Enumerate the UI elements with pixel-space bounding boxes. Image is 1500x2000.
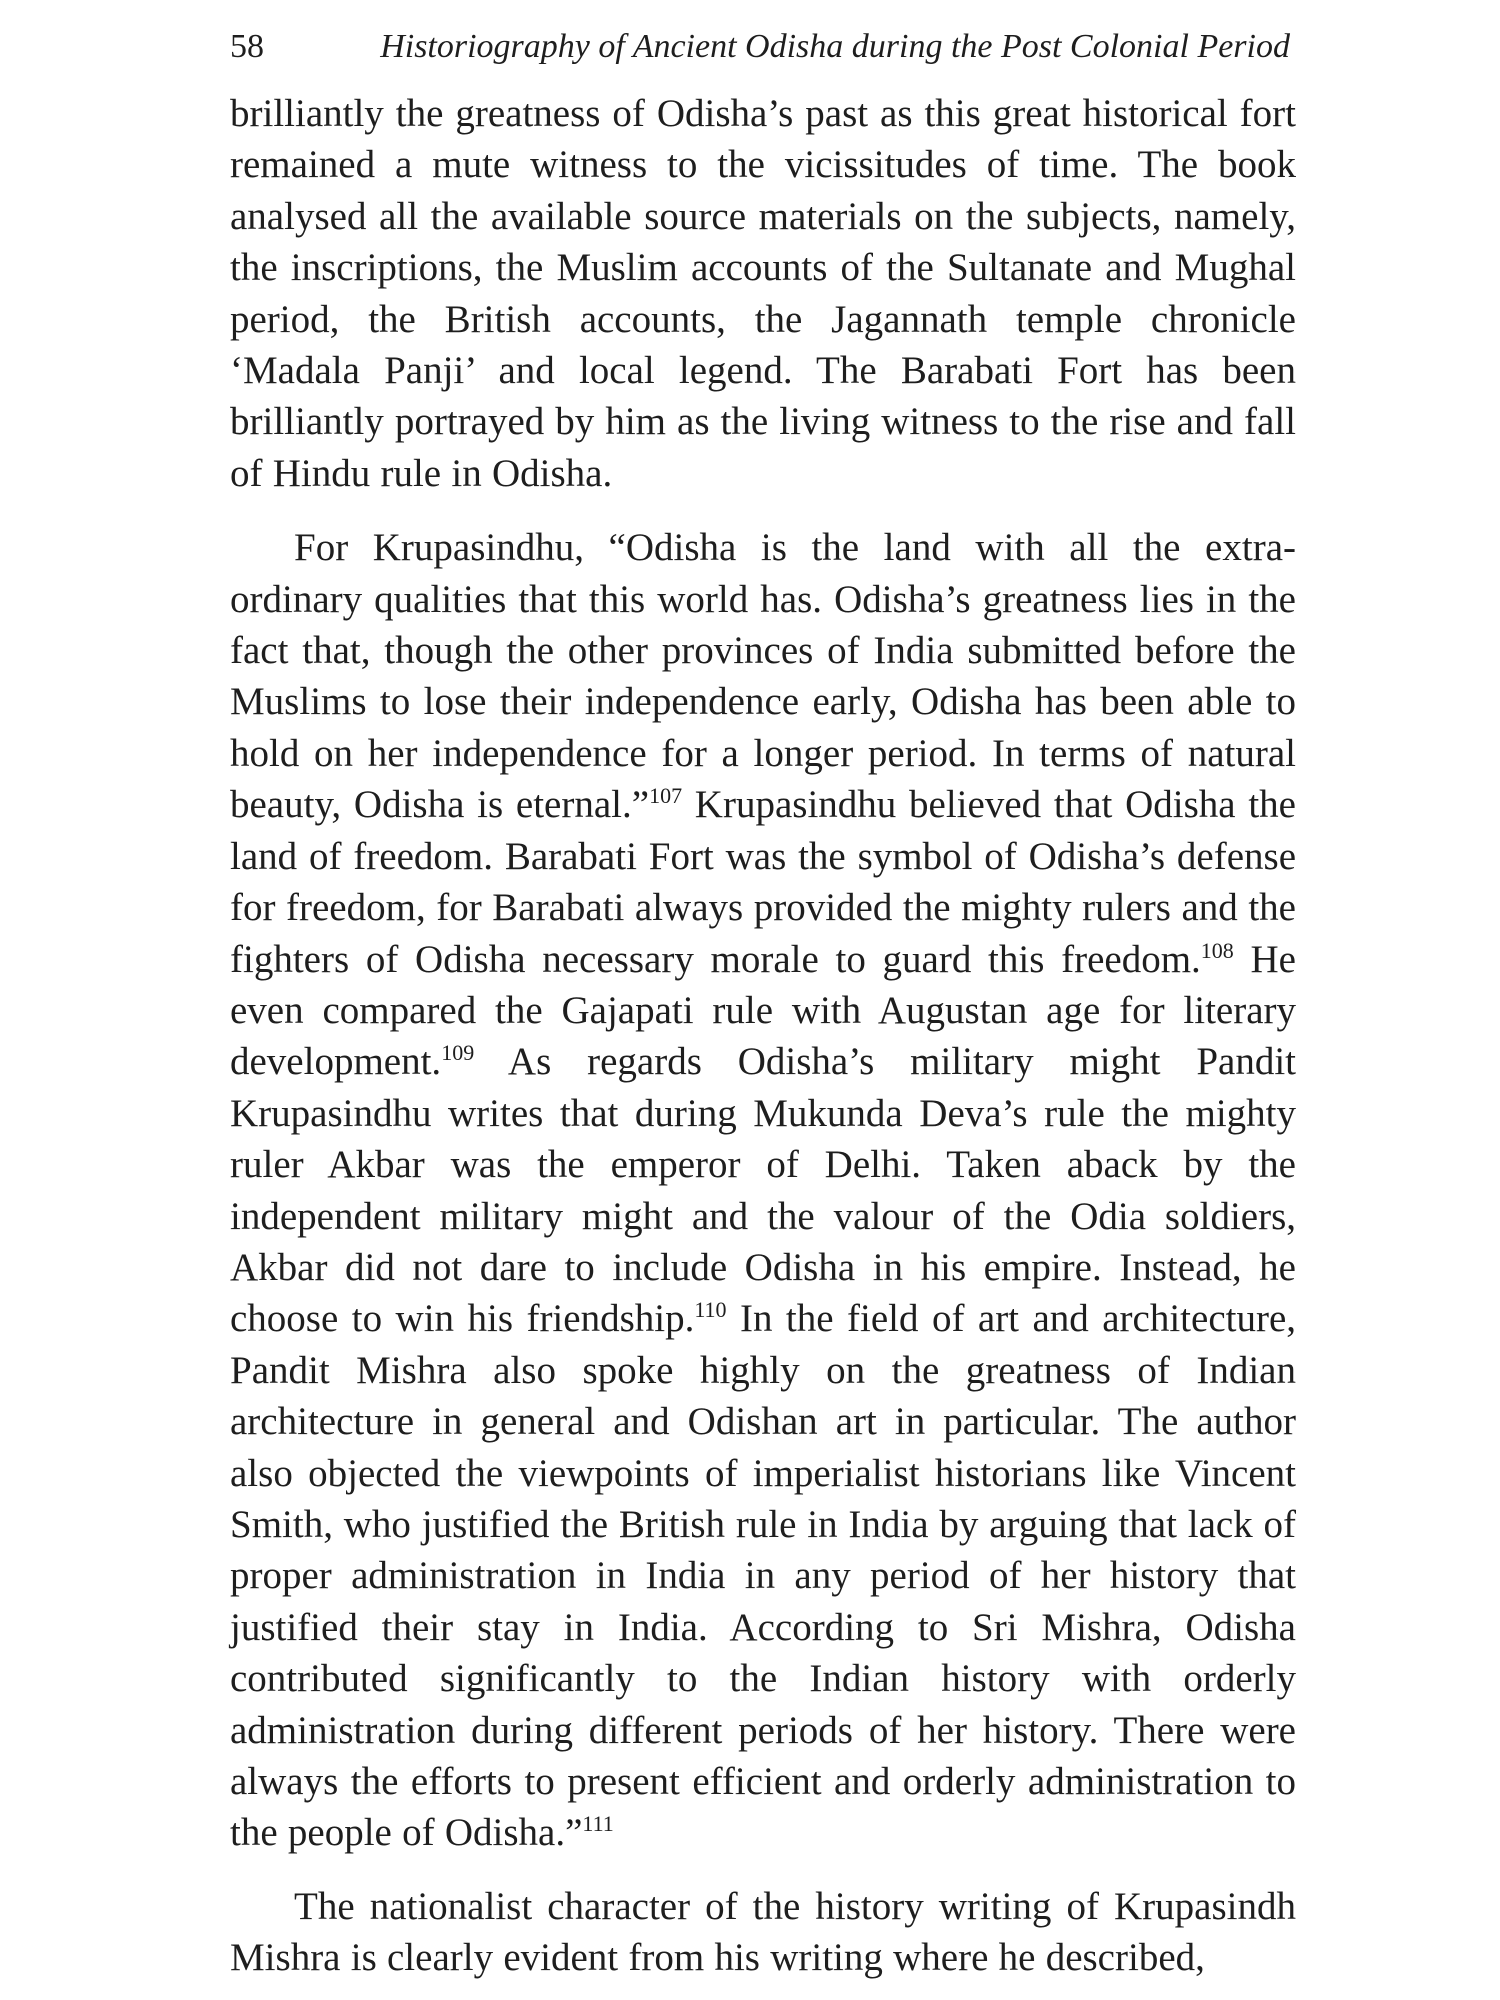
paragraph-text: Krupasindhu believed that Odisha the land of freedom. Barabati Fort was the symbol of Odisha’s defense for freedom, for Barabati always provided the mighty rulers and the fighters of Odisha necessary morale to guard this freedom. (230, 783, 1296, 981)
running-title: Historiography of Ancient Odisha during the Post Colonial Period (380, 28, 1290, 65)
footnote-ref-111: 111 (582, 1811, 614, 1837)
paragraph-text: In the field of art and architecture, Pandit Mishra also spoke highly on the greatness of Indian architecture in general and Odishan art in particular. The author also objected the viewpoints of imperialist historians like Vincent Smith, who justified the British rule in India by arguing that lack of proper administration in India in any period of her history that justified their stay in India. According to Sri Mishra, Odisha contributed significantly to the Indian history with orderly administration during different periods of her history. There were always the efforts to present efficient and orderly administration to the people of Odisha.” (230, 1297, 1297, 1855)
footnote-ref-108: 108 (1200, 937, 1234, 963)
body-text (230, 88, 1296, 1984)
paragraph-text: For Krupasindhu, “Odisha is the land with all the extra-ordinary qualities that this world has. Odisha’s greatness lies in the fact that, though the other provinces of India submitted before the Muslims to lose their independence early, Odisha has been able to hold on her independence for a longer period. In terms of natural beauty, Odisha is eternal.” (230, 526, 1296, 827)
footnote-ref-109: 109 (441, 1040, 475, 1066)
paragraph-krupasindhu (230, 522, 1296, 1859)
footnote-ref-110: 110 (694, 1297, 727, 1323)
paragraph-text: He even compared the Gajapati rule with Augustan age for literary development. (230, 937, 1296, 1084)
paragraph-text: As regards Odisha’s military might Pandit Krupasindhu writes that during Mukunda Deva’s rule the mighty ruler Akbar was the emperor of Delhi. Taken aback by the independent military might and the valour of the Odia soldiers, Akbar did not dare to include Odisha in his empire. Instead, he choose to win his friendship. (230, 1040, 1296, 1341)
paragraph-text: brilliantly the greatness of Odisha’s past as this great historical fort remained a mute witness to the vicissitudes of time. The book analysed all the available source materials on the subjects, namely, the inscriptions, the Muslim accounts of the Sultanate and Mughal period, the British accounts, the Jagannath temple chronicle ‘Madala Panji’ and local legend. The Barabati Fort has been brilliantly portrayed by him as the living witness to the rise and fall of Hindu rule in Odisha. (230, 92, 1296, 495)
page-number: 58 (230, 28, 264, 65)
running-head (230, 22, 1290, 72)
paragraph-nationalist-character (230, 1881, 1296, 1984)
footnote-ref-107: 107 (649, 783, 683, 809)
paragraph-barabati-fort (230, 88, 1296, 499)
paragraph-text: The nationalist character of the history writing of Krupasindh Mishra is clearly evident from his writing where he described, (230, 1884, 1296, 1980)
